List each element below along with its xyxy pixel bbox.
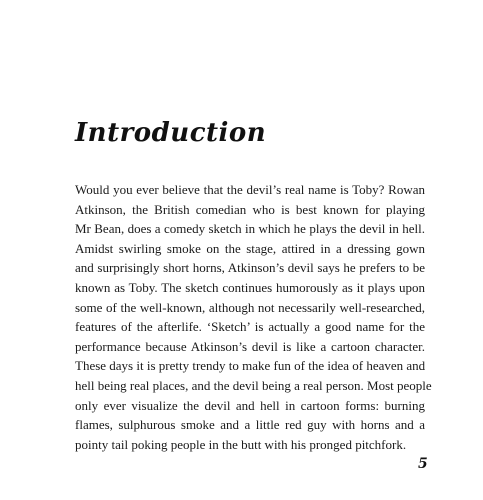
text-line: known as Toby. The sketch continues humorously as it plays upon bbox=[75, 279, 425, 295]
body-paragraph bbox=[75, 180, 432, 454]
text-line: and surprisingly short horns, Atkinson’s devil says he prefers to be bbox=[75, 260, 425, 276]
text-line: performance because Atkinson’s devil is like a cartoon character. bbox=[75, 338, 425, 354]
text-line: pointy tail poking people in the butt with his pronged pitchfork. bbox=[75, 436, 407, 452]
text-line: Mr Bean, does a comedy sketch in which he plays the devil in hell. bbox=[75, 221, 425, 237]
text-line: Would you ever believe that the devil’s real name is Toby? Rowan bbox=[75, 182, 425, 197]
text-line: Amidst swirling smoke on the stage, attired in a dressing gown bbox=[75, 240, 425, 256]
chapter-title: Introduction bbox=[75, 118, 267, 148]
text-line: features of the afterlife. ‘Sketch’ is actually a good name for the bbox=[75, 319, 425, 335]
text-line: flames, sulphurous smoke and a little red guy with horns and a bbox=[75, 417, 425, 433]
text-line: some of the well-known, although not necessarily well-researched, bbox=[75, 299, 425, 315]
text-line: only ever visualize the devil and hell in cartoon forms: burning bbox=[75, 397, 425, 413]
text-line: Atkinson, the British comedian who is best known for playing bbox=[75, 201, 425, 217]
text-line: These days it is pretty trendy to make fun of the idea of heaven and bbox=[75, 358, 426, 374]
text-line: hell being real places, and the devil being a real person. Most people bbox=[75, 377, 432, 393]
page-number: 5 bbox=[418, 456, 428, 472]
